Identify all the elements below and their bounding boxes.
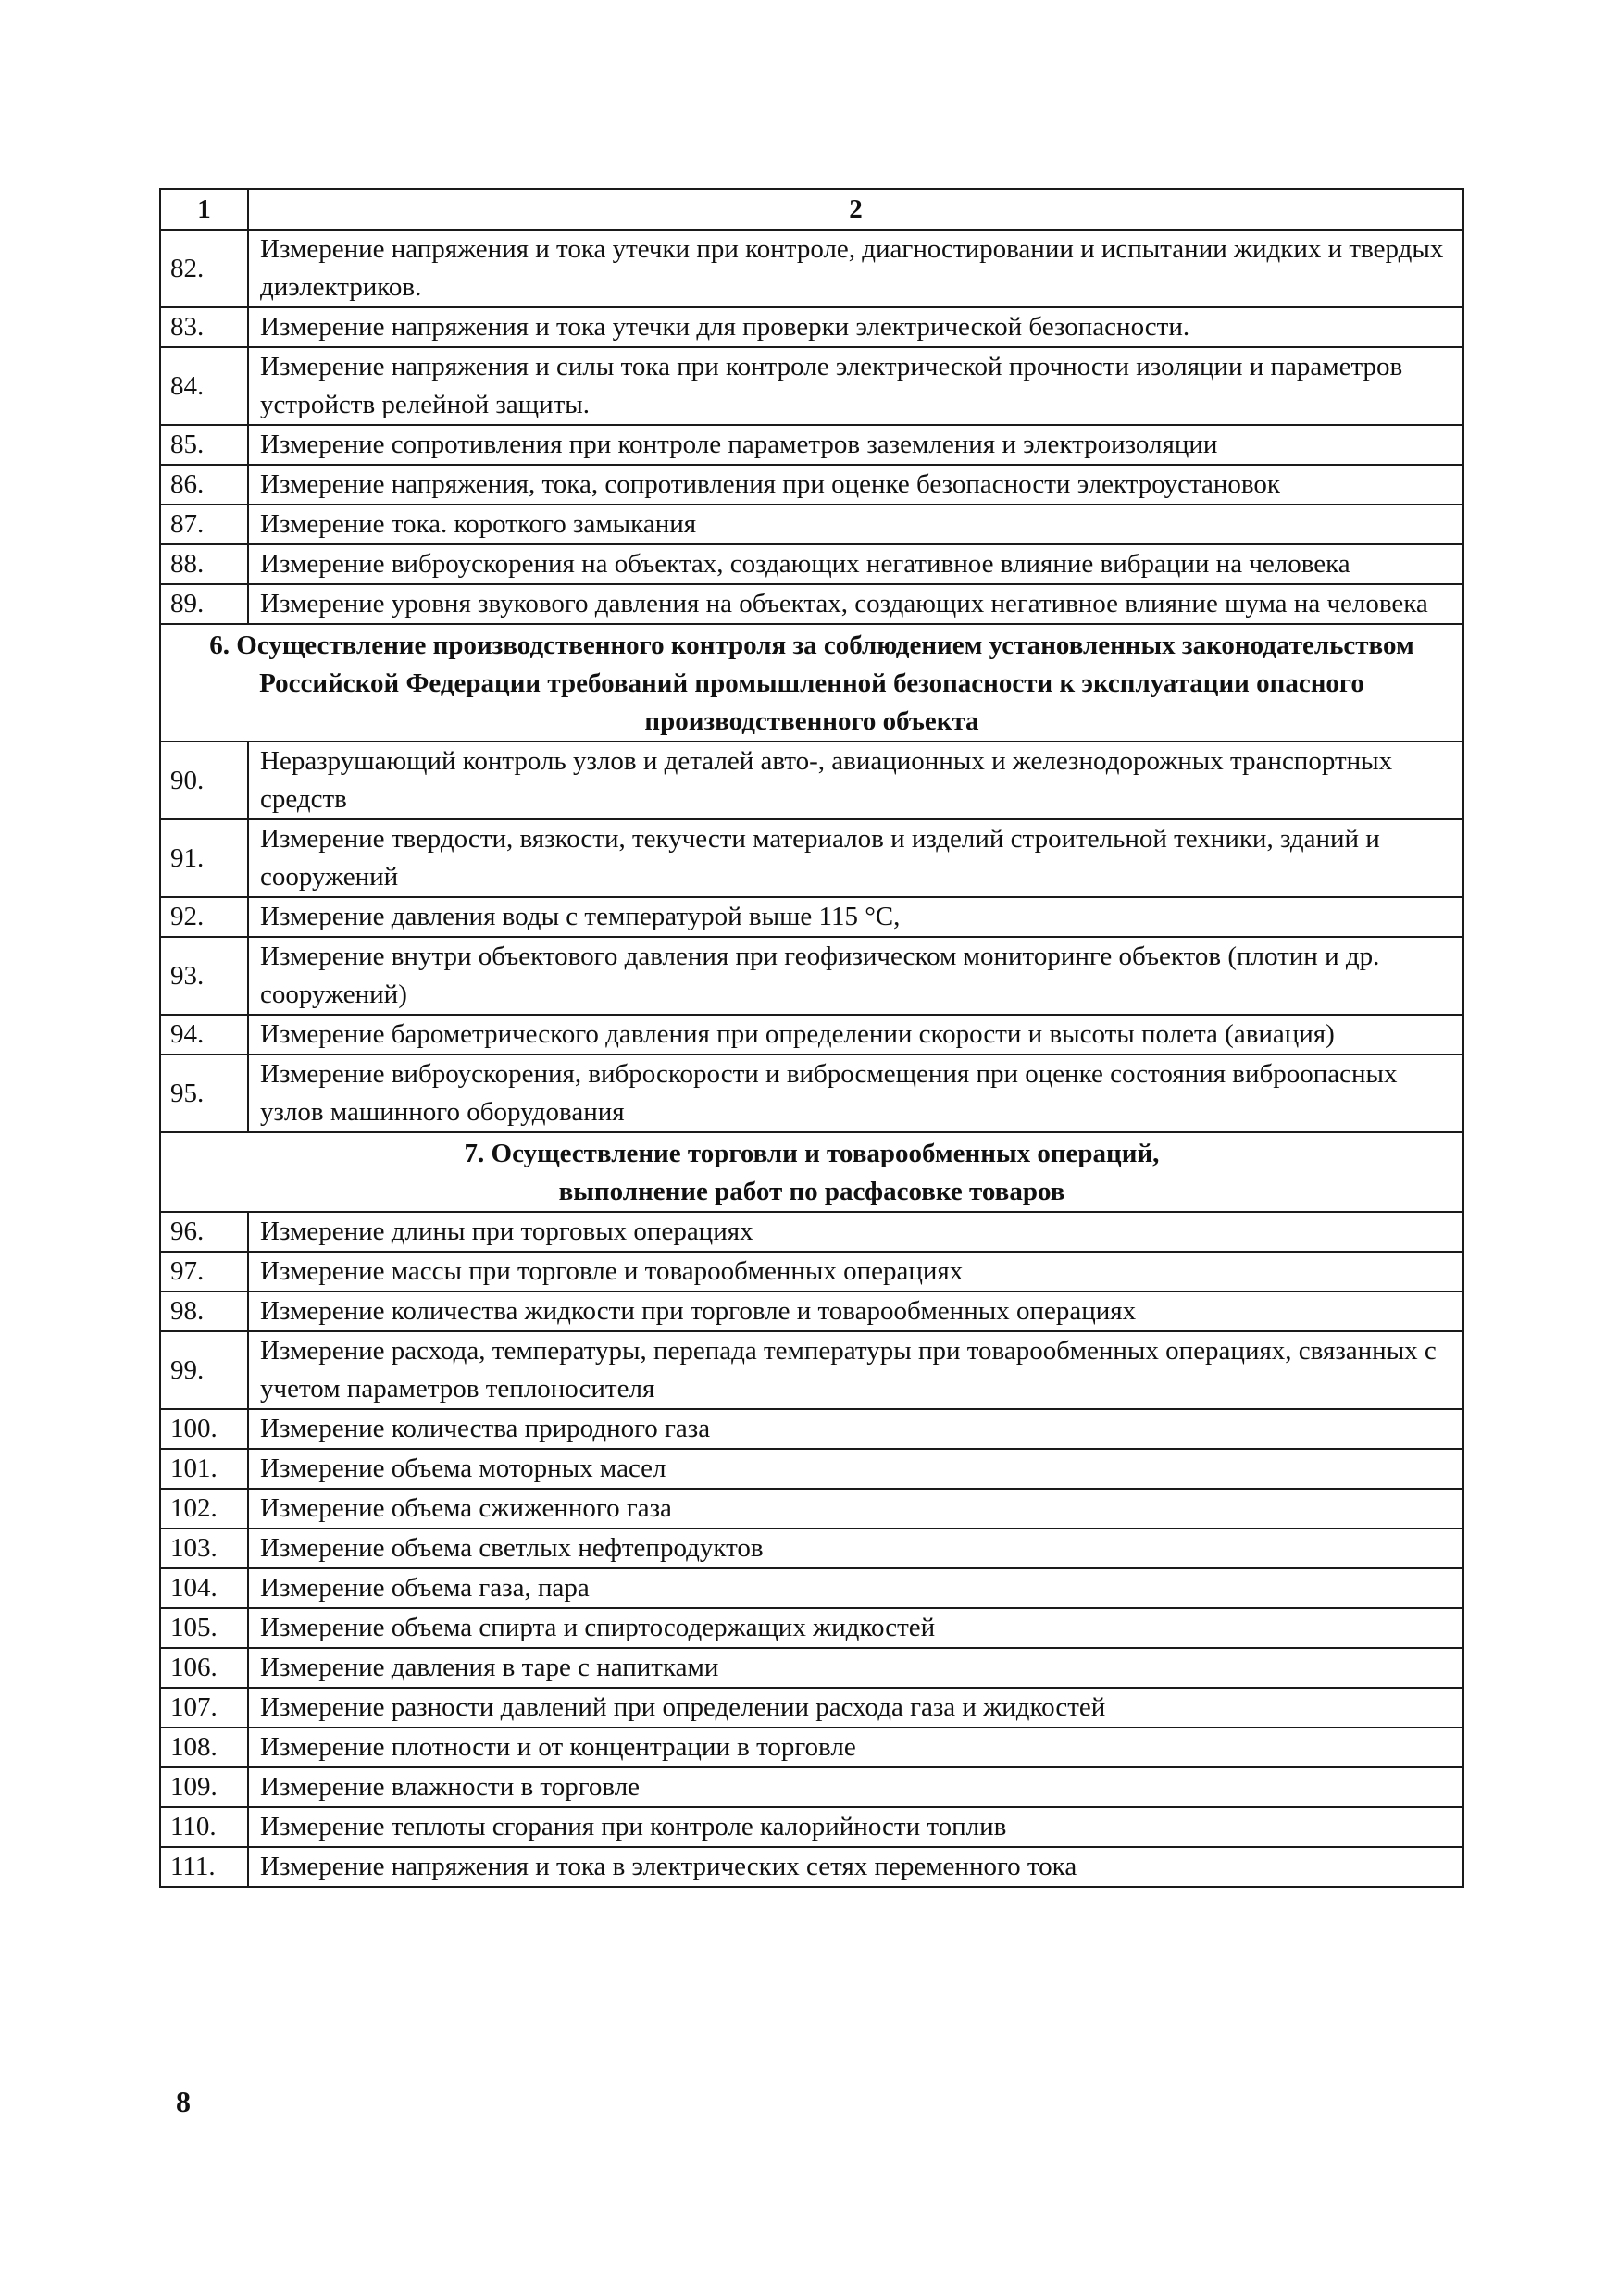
table-row [160, 544, 1463, 584]
table-row [160, 1688, 1463, 1728]
row-number: 85. [160, 425, 248, 465]
table-row [160, 937, 1463, 1015]
row-number: 91. [160, 819, 248, 897]
row-description: Измерение объема моторных масел [248, 1449, 1463, 1489]
row-number: 96. [160, 1212, 248, 1252]
row-number: 98. [160, 1292, 248, 1331]
table-row [160, 1807, 1463, 1847]
rows-section-5-continued [160, 230, 1463, 624]
row-number: 106. [160, 1648, 248, 1688]
row-number: 87. [160, 505, 248, 544]
table-row [160, 742, 1463, 819]
page-number: 8 [176, 2085, 191, 2118]
row-description: Измерение объема сжиженного газа [248, 1489, 1463, 1529]
row-number: 104. [160, 1568, 248, 1608]
row-description: Измерение виброускорения на объектах, создающих негативное влияние вибрации на человека [248, 544, 1463, 584]
table-row [160, 465, 1463, 505]
row-number: 83. [160, 307, 248, 347]
table-row [160, 425, 1463, 465]
column-header-2: 2 [248, 189, 1463, 230]
row-number: 100. [160, 1409, 248, 1449]
table-row [160, 897, 1463, 937]
table-row [160, 1568, 1463, 1608]
row-description: Измерение количества природного газа [248, 1409, 1463, 1449]
row-number: 89. [160, 584, 248, 624]
table-row [160, 1212, 1463, 1252]
rows-section-6 [160, 742, 1463, 1132]
section-row [160, 624, 1463, 742]
table-row [160, 584, 1463, 624]
row-number: 88. [160, 544, 248, 584]
table-header-row [160, 189, 1463, 230]
row-description: Измерение давления в таре с напитками [248, 1648, 1463, 1688]
row-number: 94. [160, 1015, 248, 1054]
row-number: 95. [160, 1054, 248, 1132]
row-number: 102. [160, 1489, 248, 1529]
row-number: 99. [160, 1331, 248, 1409]
row-number: 111. [160, 1847, 248, 1887]
row-description: Измерение теплоты сгорания при контроле калорийности топлив [248, 1807, 1463, 1847]
table-row [160, 1331, 1463, 1409]
table-row [160, 1449, 1463, 1489]
row-number: 105. [160, 1608, 248, 1648]
table-row [160, 1054, 1463, 1132]
row-description: Измерение плотности и от концентрации в торговле [248, 1728, 1463, 1767]
table-row [160, 1409, 1463, 1449]
table-row [160, 1015, 1463, 1054]
row-description: Измерение влажности в торговле [248, 1767, 1463, 1807]
row-description: Измерение внутри объектового давления при геофизическом мониторинге объектов (плотин и др. сооружений) [248, 937, 1463, 1015]
row-number: 82. [160, 230, 248, 307]
row-description: Измерение длины при торговых операциях [248, 1212, 1463, 1252]
row-number: 84. [160, 347, 248, 425]
column-header-1: 1 [160, 189, 248, 230]
row-number: 97. [160, 1252, 248, 1292]
table-row [160, 1529, 1463, 1568]
row-number: 86. [160, 465, 248, 505]
section-7-heading-group [160, 1132, 1463, 1212]
row-description: Измерение массы при торговле и товарообменных операциях [248, 1252, 1463, 1292]
row-description: Измерение разности давлений при определении расхода газа и жидкостей [248, 1688, 1463, 1728]
row-description: Измерение напряжения и тока утечки при контроле, диагностировании и испытании жидких и твердых диэлектриков. [248, 230, 1463, 307]
row-number: 90. [160, 742, 248, 819]
section-7-heading: 7. Осуществление торговли и товарообменных операций, выполнение работ по расфасовке товаров [160, 1132, 1463, 1212]
row-number: 93. [160, 937, 248, 1015]
row-description: Измерение сопротивления при контроле параметров заземления и электроизоляции [248, 425, 1463, 465]
table-row [160, 1252, 1463, 1292]
table-row [160, 1489, 1463, 1529]
row-description: Измерение объема газа, пара [248, 1568, 1463, 1608]
row-description: Измерение тока. короткого замыкания [248, 505, 1463, 544]
table-row [160, 307, 1463, 347]
row-number: 92. [160, 897, 248, 937]
row-description: Измерение напряжения, тока, сопротивления при оценке безопасности электроустановок [248, 465, 1463, 505]
measurements-table [159, 188, 1464, 1888]
row-description: Измерение напряжения и силы тока при контроле электрической прочности изоляции и параметров устройств релейной защиты. [248, 347, 1463, 425]
table-row [160, 1292, 1463, 1331]
row-description: Неразрушающий контроль узлов и деталей авто-, авиационных и железнодорожных транспортных средств [248, 742, 1463, 819]
table-row [160, 1648, 1463, 1688]
section-row [160, 1132, 1463, 1212]
row-description: Измерение напряжения и тока утечки для проверки электрической безопасности. [248, 307, 1463, 347]
row-number: 107. [160, 1688, 248, 1728]
row-number: 103. [160, 1529, 248, 1568]
row-description: Измерение твердости, вязкости, текучести материалов и изделий строительной техники, зданий и сооружений [248, 819, 1463, 897]
row-description: Измерение количества жидкости при торговле и товарообменных операциях [248, 1292, 1463, 1331]
row-number: 108. [160, 1728, 248, 1767]
table-row [160, 819, 1463, 897]
table-row [160, 505, 1463, 544]
row-description: Измерение давления воды с температурой выше 115 °С, [248, 897, 1463, 937]
table-row [160, 230, 1463, 307]
table-row [160, 1847, 1463, 1887]
table-row [160, 1767, 1463, 1807]
row-description: Измерение виброускорения, виброскорости и вибросмещения при оценке состояния виброопасных узлов машинного оборудования [248, 1054, 1463, 1132]
table-row [160, 1728, 1463, 1767]
rows-section-7 [160, 1212, 1463, 1887]
row-description: Измерение объема спирта и спиртосодержащих жидкостей [248, 1608, 1463, 1648]
table-row [160, 1608, 1463, 1648]
row-description: Измерение уровня звукового давления на объектах, создающих негативное влияние шума на человека [248, 584, 1463, 624]
row-description: Измерение напряжения и тока в электрических сетях переменного тока [248, 1847, 1463, 1887]
row-number: 109. [160, 1767, 248, 1807]
section-6-heading: 6. Осуществление производственного контроля за соблюдением установленных законодательством Российской Федерации требований промышленной безопасности к эксплуатации опасного производственного объекта [160, 624, 1463, 742]
row-number: 101. [160, 1449, 248, 1489]
row-description: Измерение объема светлых нефтепродуктов [248, 1529, 1463, 1568]
row-number: 110. [160, 1807, 248, 1847]
row-description: Измерение расхода, температуры, перепада температуры при товарообменных операциях, связанных с учетом параметров теплоносителя [248, 1331, 1463, 1409]
section-6-heading-group [160, 624, 1463, 742]
table-row [160, 347, 1463, 425]
row-description: Измерение барометрического давления при определении скорости и высоты полета (авиация) [248, 1015, 1463, 1054]
